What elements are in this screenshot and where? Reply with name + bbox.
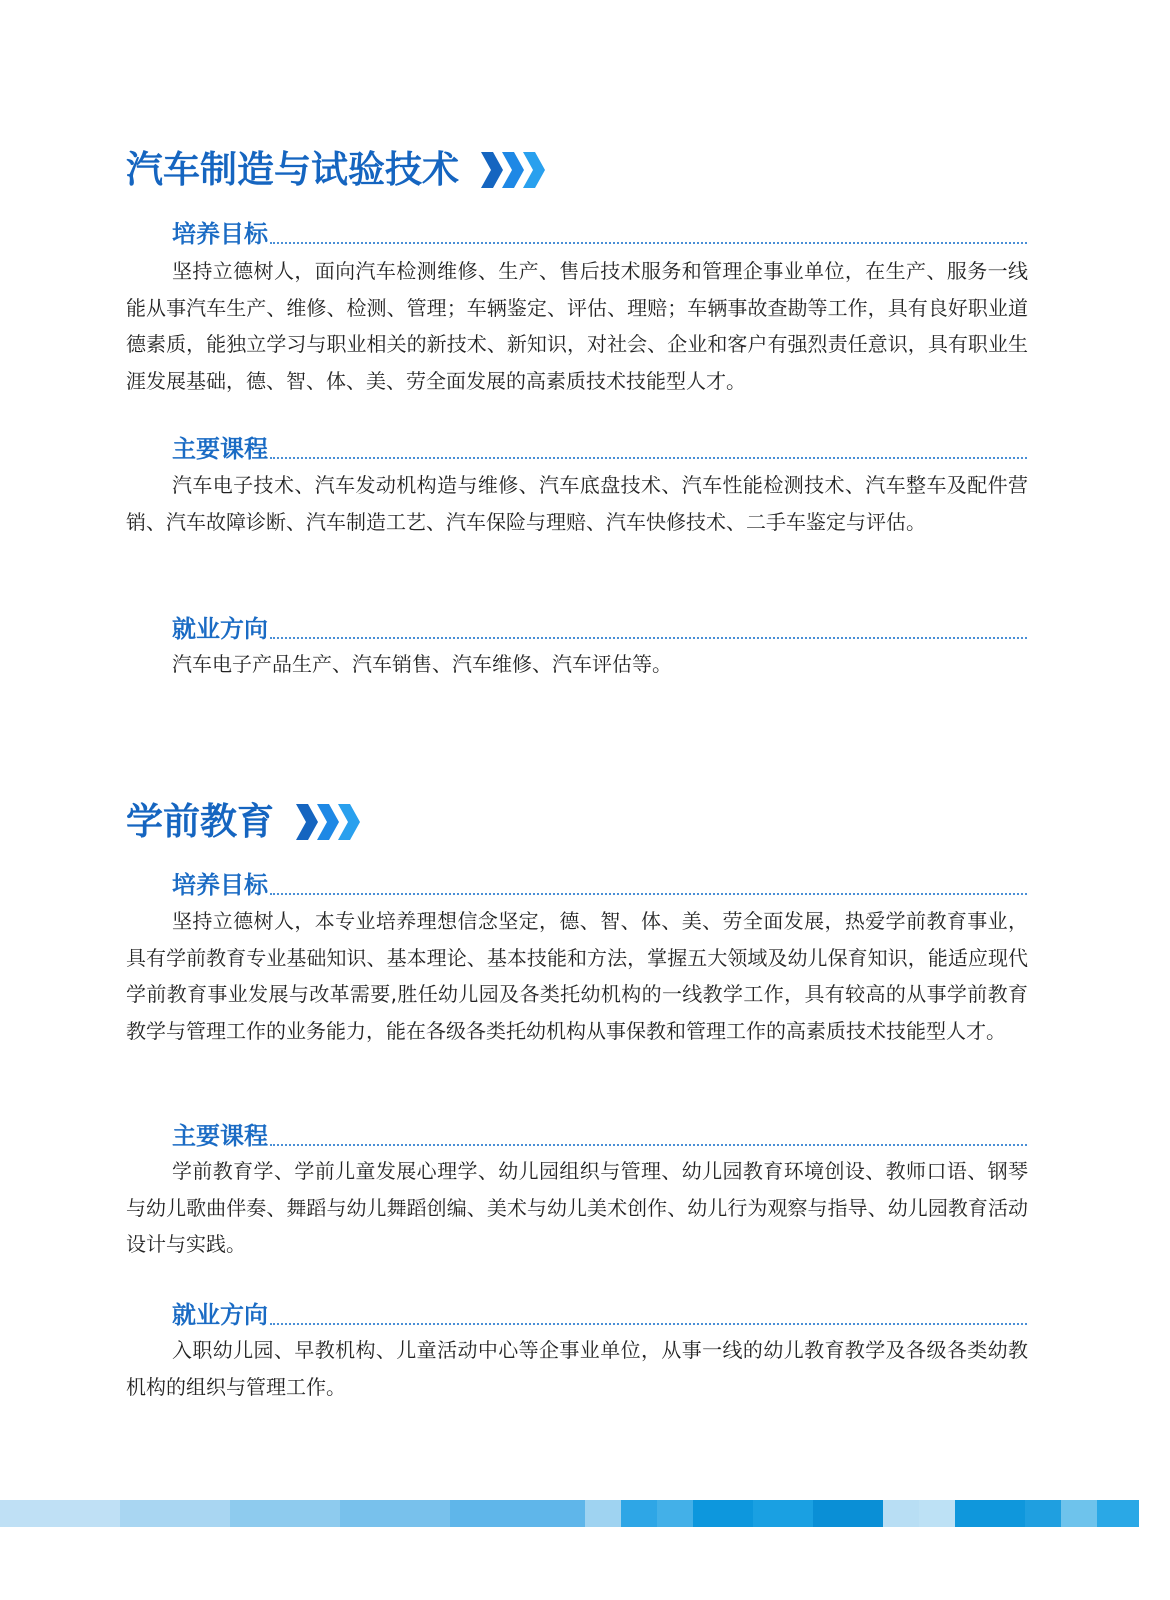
section-title — [126, 798, 362, 846]
job-paragraph: 入职幼儿园、早教机构、儿童活动中心等企事业单位，从事一线的幼儿教育教学及各级各类幼教机构的组织与管理工作。 — [126, 1338, 1028, 1399]
course-heading-text: 主要课程 — [172, 435, 268, 463]
footer-segment — [955, 1500, 1025, 1527]
footer-segment — [230, 1500, 340, 1527]
job-heading-text: 就业方向 — [172, 615, 268, 643]
dotted-divider — [270, 637, 1027, 639]
section-title-text: 学前教育 — [126, 800, 274, 843]
footer-segment — [813, 1500, 883, 1527]
footer-segment — [0, 1500, 120, 1527]
section-title — [126, 146, 547, 194]
triple-chevron-icon — [296, 804, 362, 840]
goal-heading — [172, 866, 1027, 900]
footer-segment — [883, 1500, 919, 1527]
goal-heading-text: 培养目标 — [172, 220, 268, 248]
job-heading-text: 就业方向 — [172, 1301, 268, 1329]
dotted-divider — [270, 1144, 1027, 1146]
course-paragraph: 学前教育学、学前儿童发展心理学、幼儿园组织与管理、幼儿园教育环境创设、教师口语、钢琴与幼儿歌曲伴奏、舞蹈与幼儿舞蹈创编、美术与幼儿美术创作、幼儿行为观察与指导、幼儿园教育活动设计与实践。 — [126, 1159, 1028, 1256]
footer-segment — [919, 1500, 955, 1527]
footer-segment — [1097, 1500, 1139, 1527]
footer-segment — [450, 1500, 585, 1527]
footer-segment — [1061, 1500, 1097, 1527]
goal-heading — [172, 215, 1027, 249]
footer-segment — [120, 1500, 230, 1527]
job-heading — [172, 610, 1027, 644]
goal-paragraph: 坚持立德树人，面向汽车检测维修、生产、售后技术服务和管理企事业单位，在生产、服务一线能从事汽车生产、维修、检测、管理；车辆鉴定、评估、理赔；车辆事故查勘等工作，具有良好职业道德素质，能独立学习与职业相关的新技术、新知识，对社会、企业和客户有强烈责任意识，具有职业生涯发展基础，德、智、体、美、劳全面发展的高素质技术技能型人才。 — [126, 259, 1028, 393]
goal-paragraph: 坚持立德树人，本专业培养理想信念坚定，德、智、体、美、劳全面发展，热爱学前教育事业，具有学前教育专业基础知识、基本理论、基本技能和方法，掌握五大领域及幼儿保育知识，能适应现代学前教育事业发展与改革需要,胜任幼儿园及各类托幼机构的一线教学工作，具有较高的从事学前教育教学与管理工作的业务能力，能在各级各类托幼机构从事保教和管理工作的高素质技术技能型人才。 — [126, 909, 1028, 1043]
footer-segment — [1025, 1500, 1061, 1527]
dotted-divider — [270, 457, 1027, 459]
footer-segment — [693, 1500, 753, 1527]
footer-segment — [585, 1500, 621, 1527]
footer-segment — [753, 1500, 813, 1527]
course-heading — [172, 1117, 1027, 1151]
course-paragraph: 汽车电子技术、汽车发动机构造与维修、汽车底盘技术、汽车性能检测技术、汽车整车及配件营销、汽车故障诊断、汽车制造工艺、汽车保险与理赔、汽车快修技术、二手车鉴定与评估。 — [126, 473, 1028, 534]
job-heading — [172, 1296, 1027, 1330]
dotted-divider — [270, 242, 1027, 244]
goal-heading-text: 培养目标 — [172, 871, 268, 899]
footer-segment — [621, 1500, 657, 1527]
job-paragraph: 汽车电子产品生产、汽车销售、汽车维修、汽车评估等。 — [172, 652, 672, 676]
footer-color-bar — [0, 1500, 1170, 1527]
dotted-divider — [270, 893, 1027, 895]
footer-segment — [340, 1500, 450, 1527]
course-heading — [172, 430, 1027, 464]
course-heading-text: 主要课程 — [172, 1122, 268, 1150]
section-title-text: 汽车制造与试验技术 — [126, 148, 459, 191]
dotted-divider — [270, 1323, 1027, 1325]
footer-segment — [657, 1500, 693, 1527]
triple-chevron-icon — [481, 152, 547, 188]
